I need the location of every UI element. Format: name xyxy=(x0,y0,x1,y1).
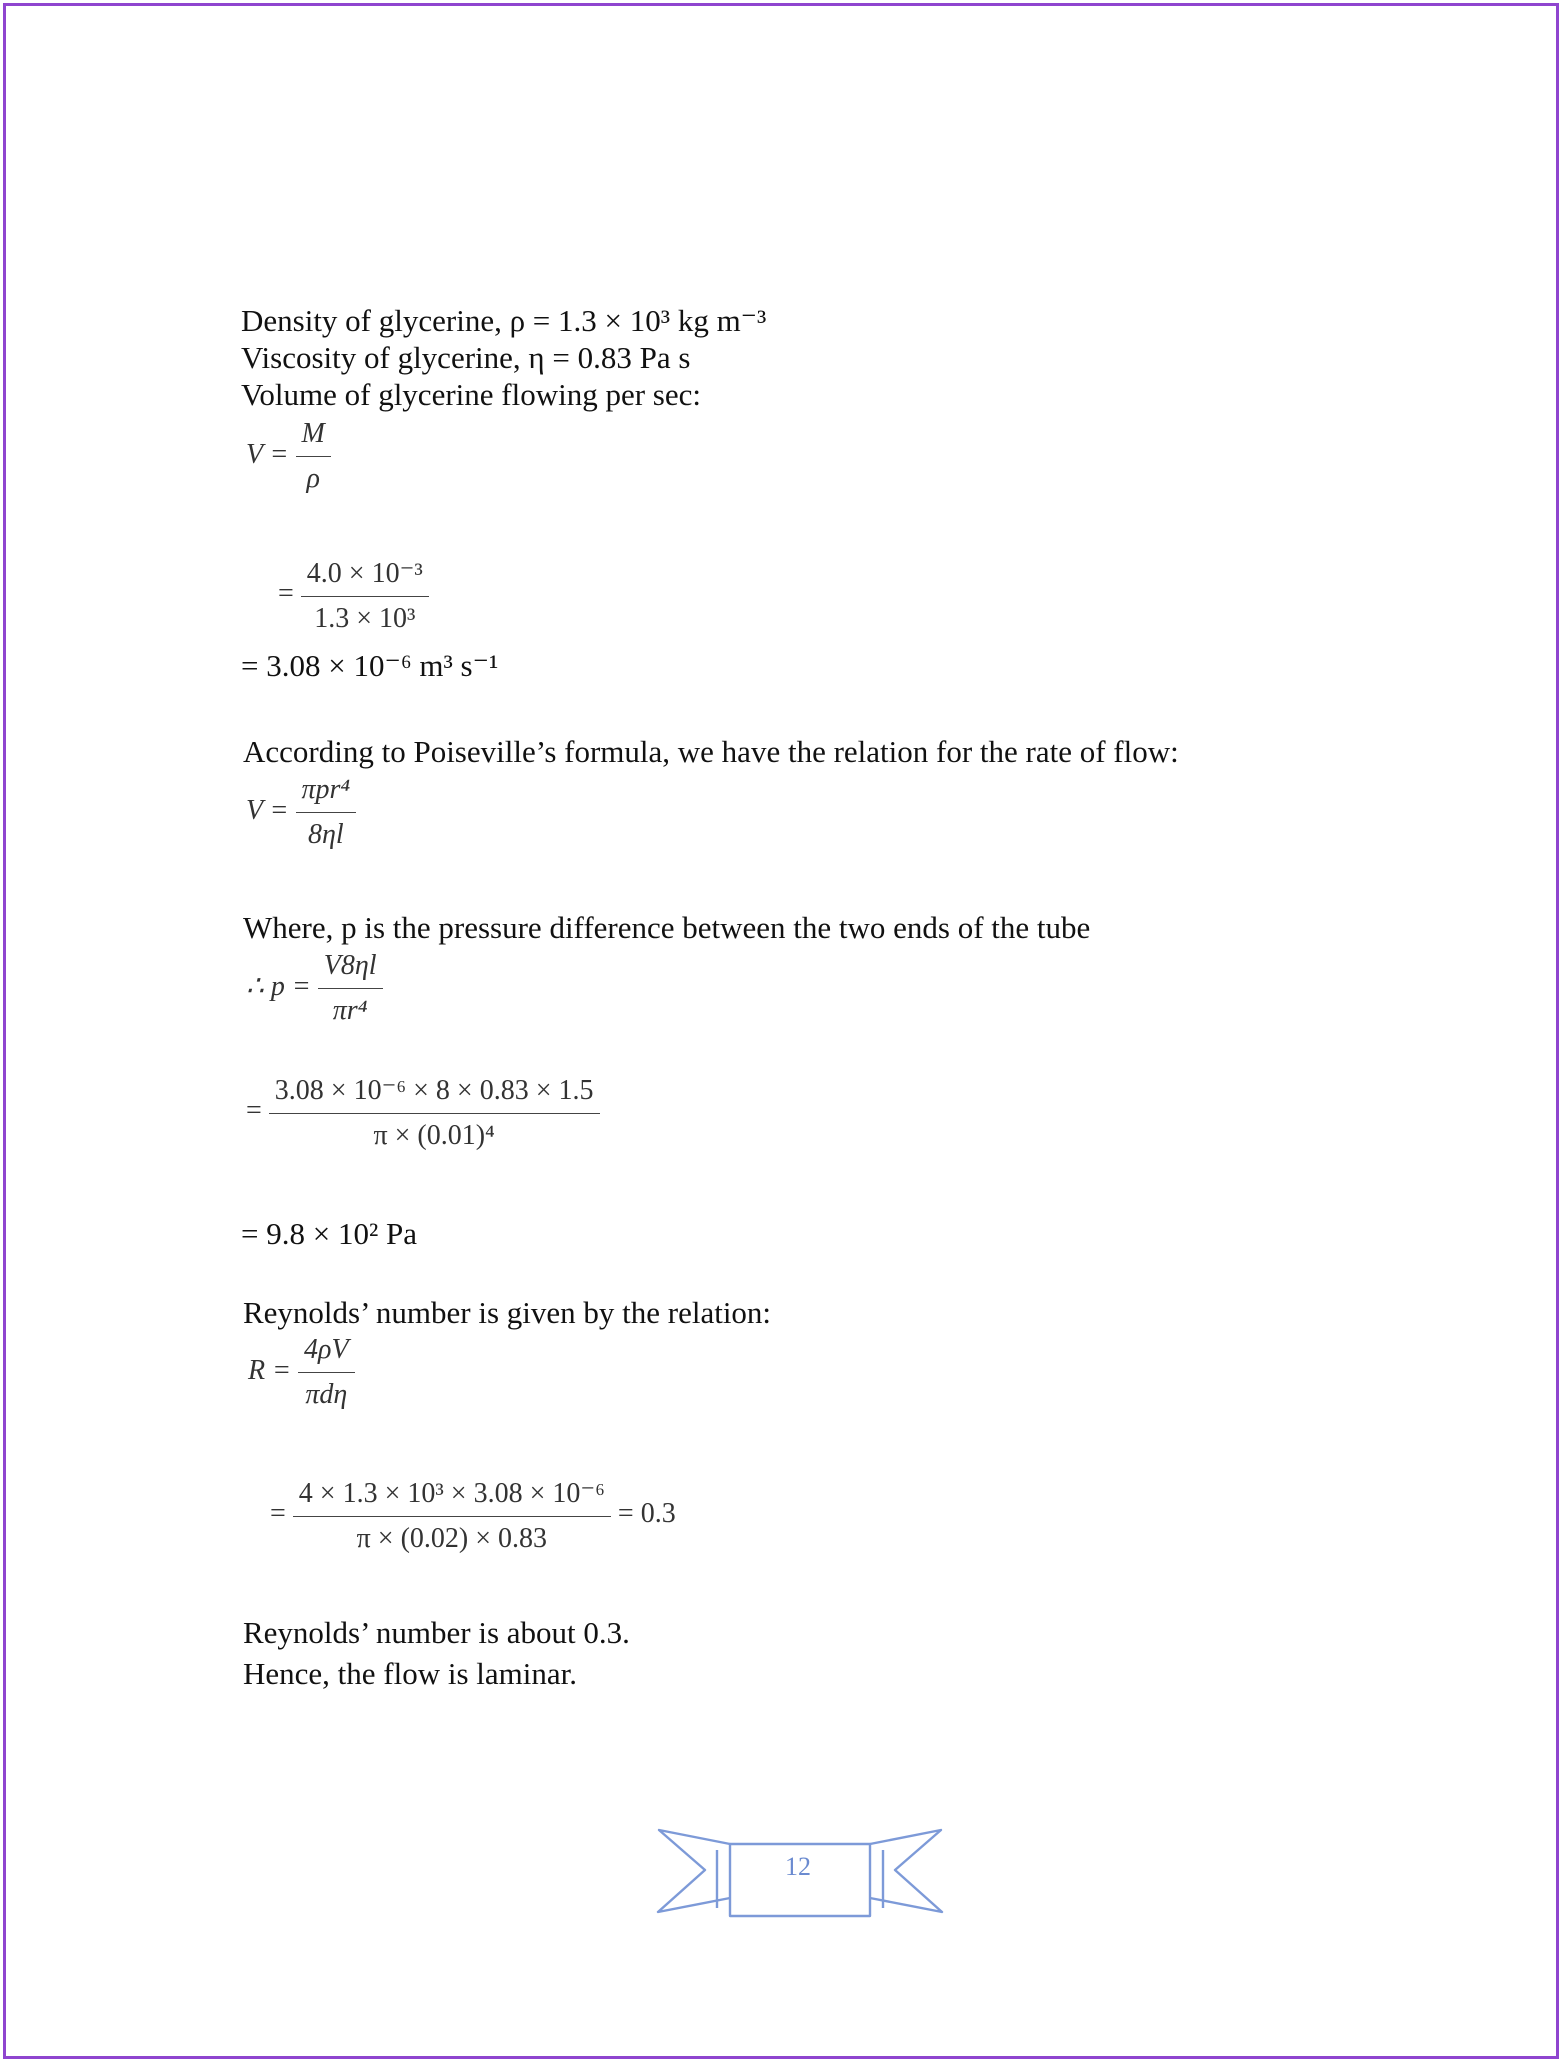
denominator: 8ηl xyxy=(308,819,344,850)
denominator: ρ xyxy=(306,463,320,494)
viscosity-line: Viscosity of glycerine, η = 0.83 Pa s xyxy=(241,340,691,375)
fraction xyxy=(301,556,429,635)
fraction xyxy=(298,1334,355,1411)
equation-lhs: R = xyxy=(248,1354,291,1386)
equation-lhs: V = xyxy=(246,438,289,470)
denominator: πdη xyxy=(305,1379,348,1410)
equation-lhs: ∴ p = xyxy=(246,970,311,1002)
conclusion-line: Hence, the flow is laminar. xyxy=(243,1656,578,1691)
pressure-substitution xyxy=(246,1073,600,1152)
poiseville-line: According to Poiseville’s formula, we have the relation for the rate of flow: xyxy=(243,734,1179,769)
volume-intro-line: Volume of glycerine flowing per sec: xyxy=(241,377,701,412)
equation-rhs: = 0.3 xyxy=(617,1497,676,1529)
reynolds-about-line: Reynolds’ number is about 0.3. xyxy=(243,1615,630,1650)
numerator: 4 × 1.3 × 10³ × 3.08 × 10⁻⁶ xyxy=(293,1476,611,1517)
fraction xyxy=(293,1476,611,1555)
volume-equation xyxy=(246,418,331,495)
reynolds-equation xyxy=(248,1334,355,1411)
numerator: 3.08 × 10⁻⁶ × 8 × 0.83 × 1.5 xyxy=(269,1073,600,1114)
denominator: π × (0.01)⁴ xyxy=(373,1120,495,1151)
numerator: πpr⁴ xyxy=(296,774,357,813)
equation-lhs: = xyxy=(246,1094,262,1126)
denominator: π × (0.02) × 0.83 xyxy=(356,1523,548,1554)
fraction xyxy=(269,1073,600,1152)
fraction xyxy=(296,774,357,851)
volume-result-line: = 3.08 × 10⁻⁶ m³ s⁻¹ xyxy=(241,648,499,683)
page-number: 12 xyxy=(785,1852,811,1881)
reynolds-intro-line: Reynolds’ number is given by the relation: xyxy=(243,1295,772,1330)
pressure-equation xyxy=(246,950,383,1027)
pressure-result-line: = 9.8 × 10² Pa xyxy=(241,1216,418,1251)
equation-lhs: = xyxy=(278,577,294,609)
reynolds-substitution xyxy=(270,1476,676,1555)
where-line: Where, p is the pressure difference between the two ends of the tube xyxy=(243,910,1091,945)
equation-lhs: V = xyxy=(246,794,289,826)
page-footer xyxy=(655,1826,945,1932)
density-line: Density of glycerine, ρ = 1.3 × 10³ kg m⁻³ xyxy=(241,303,767,338)
denominator: πr⁴ xyxy=(332,995,368,1026)
numerator: 4.0 × 10⁻³ xyxy=(301,556,429,597)
numerator: V8ηl xyxy=(318,950,383,989)
poiseville-equation xyxy=(246,774,356,851)
numerator: 4ρV xyxy=(298,1334,355,1373)
denominator: 1.3 × 10³ xyxy=(314,603,416,634)
page-border xyxy=(3,3,1559,2059)
numerator: M xyxy=(296,418,331,457)
fraction xyxy=(296,418,331,495)
equation-lhs: = xyxy=(270,1497,286,1529)
volume-substitution xyxy=(278,556,429,635)
fraction xyxy=(318,950,383,1027)
